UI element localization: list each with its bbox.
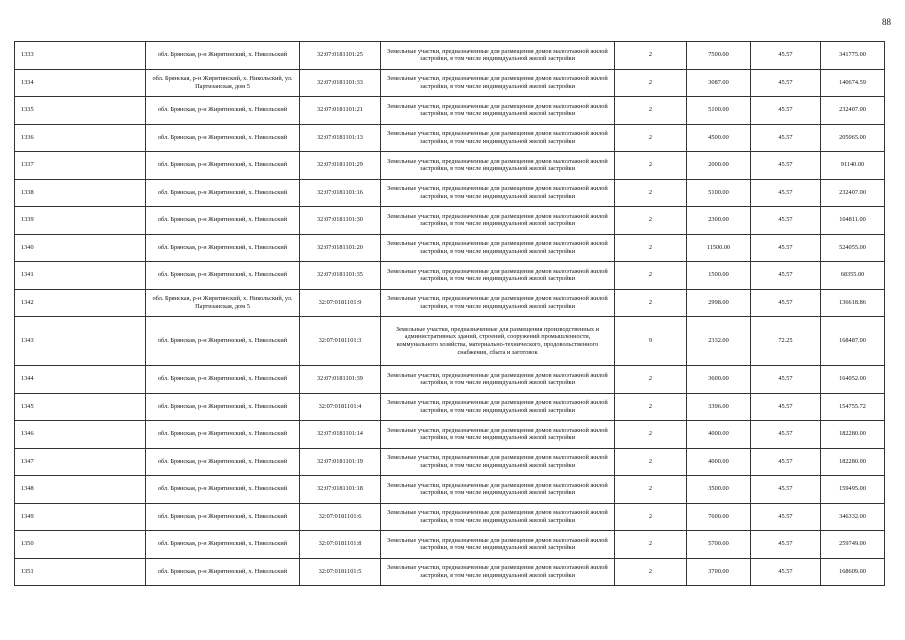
area-cell: 3500.00	[687, 476, 751, 504]
cadastral-number-cell: 32:07:0181101:39	[300, 366, 381, 394]
group-code-cell: 9	[615, 317, 687, 366]
group-code-cell: 2	[615, 558, 687, 586]
land-use-cell: Земельные участки, предназначенные для размещения домов малоэтажной жилой застройки, в том числе индивидуальной жилой застройки	[381, 234, 615, 262]
address-cell: обл. Брянская, р-н Жирятинский, х. Никольский	[146, 262, 300, 290]
cadastral-value-cell: 164052.00	[821, 366, 885, 394]
cadastral-number-cell: 32:07:0181101:21	[300, 97, 381, 125]
specific-value-cell: 45.57	[751, 366, 821, 394]
address-cell: обл. Брянская, р-н Жирятинский, х. Никольский	[146, 207, 300, 235]
cadastral-number-cell: 32:07:0181101:25	[300, 42, 381, 70]
area-cell: 7500.00	[687, 42, 751, 70]
table-row	[15, 152, 885, 180]
table-row	[15, 317, 885, 366]
address-cell: обл. Брянская, р-н Жирятинский, х. Никольский	[146, 42, 300, 70]
address-cell: обл. Брянская, р-н Жирятинский, х. Никольский	[146, 234, 300, 262]
table-row	[15, 448, 885, 476]
group-code-cell: 2	[615, 289, 687, 317]
group-code-cell: 2	[615, 531, 687, 559]
area-cell: 2300.00	[687, 207, 751, 235]
group-code-cell: 2	[615, 366, 687, 394]
table-row	[15, 179, 885, 207]
cadastral-number-cell: 32:07:0181101:33	[300, 69, 381, 97]
table-row	[15, 69, 885, 97]
cadastral-value-cell: 154755.72	[821, 393, 885, 421]
row-number-cell: 1335	[15, 97, 146, 125]
land-use-cell: Земельные участки, предназначенные для размещения производственных и административных зданий, строений, сооружений промышленности, коммунального хозяйства, материально-технического, продовольственного снабжения, сбыта и заготовок	[381, 317, 615, 366]
specific-value-cell: 45.57	[751, 531, 821, 559]
cadastral-value-cell: 232407.00	[821, 97, 885, 125]
area-cell: 11500.00	[687, 234, 751, 262]
address-cell: обл. Брянская, р-н Жирятинский, х. Никольский	[146, 152, 300, 180]
group-code-cell: 2	[615, 476, 687, 504]
address-cell: обл. Брянская, р-н Жирятинский, х. Никольский	[146, 531, 300, 559]
area-cell: 5100.00	[687, 97, 751, 125]
cadastral-number-cell: 32:07:0181101:3	[300, 317, 381, 366]
table-row	[15, 366, 885, 394]
row-number-cell: 1336	[15, 124, 146, 152]
area-cell: 3600.00	[687, 366, 751, 394]
cadastral-number-cell: 32:07:0181101:18	[300, 476, 381, 504]
land-use-cell: Земельные участки, предназначенные для размещения домов малоэтажной жилой застройки, в том числе индивидуальной жилой застройки	[381, 448, 615, 476]
row-number-cell: 1349	[15, 503, 146, 531]
row-number-cell: 1351	[15, 558, 146, 586]
cadastral-value-cell: 182280.00	[821, 421, 885, 449]
cadastral-value-cell: 232407.00	[821, 179, 885, 207]
land-use-cell: Земельные участки, предназначенные для размещения домов малоэтажной жилой застройки, в том числе индивидуальной жилой застройки	[381, 366, 615, 394]
land-use-cell: Земельные участки, предназначенные для размещения домов малоэтажной жилой застройки, в том числе индивидуальной жилой застройки	[381, 152, 615, 180]
specific-value-cell: 45.57	[751, 476, 821, 504]
area-cell: 5700.00	[687, 531, 751, 559]
land-use-cell: Земельные участки, предназначенные для размещения домов малоэтажной жилой застройки, в том числе индивидуальной жилой застройки	[381, 207, 615, 235]
address-cell: обл. Брянская, р-н Жирятинский, х. Никольский	[146, 317, 300, 366]
area-cell: 2332.00	[687, 317, 751, 366]
cadastral-number-cell: 32:07:0181101:20	[300, 234, 381, 262]
row-number-cell: 1345	[15, 393, 146, 421]
cadastral-value-cell: 91140.00	[821, 152, 885, 180]
group-code-cell: 2	[615, 97, 687, 125]
table-row	[15, 393, 885, 421]
specific-value-cell: 45.57	[751, 262, 821, 290]
area-cell: 4500.00	[687, 124, 751, 152]
address-cell: обл. Брянская, р-н Жирятинский, х. Никольский	[146, 366, 300, 394]
cadastral-number-cell: 32:07:0181101:35	[300, 262, 381, 290]
cadastral-value-cell: 205065.00	[821, 124, 885, 152]
row-number-cell: 1338	[15, 179, 146, 207]
specific-value-cell: 45.57	[751, 289, 821, 317]
land-use-cell: Земельные участки, предназначенные для размещения домов малоэтажной жилой застройки, в том числе индивидуальной жилой застройки	[381, 97, 615, 125]
group-code-cell: 2	[615, 42, 687, 70]
address-cell: обл. Брянская, р-н Жирятинский, х. Никольский	[146, 421, 300, 449]
row-number-cell: 1342	[15, 289, 146, 317]
table-row	[15, 558, 885, 586]
land-use-cell: Земельные участки, предназначенные для размещения домов малоэтажной жилой застройки, в том числе индивидуальной жилой застройки	[381, 124, 615, 152]
cadastral-value-cell: 346332.00	[821, 503, 885, 531]
group-code-cell: 2	[615, 448, 687, 476]
group-code-cell: 2	[615, 124, 687, 152]
table-row	[15, 503, 885, 531]
area-cell: 4000.00	[687, 421, 751, 449]
table-row	[15, 531, 885, 559]
specific-value-cell: 45.57	[751, 69, 821, 97]
group-code-cell: 2	[615, 393, 687, 421]
row-number-cell: 1347	[15, 448, 146, 476]
group-code-cell: 2	[615, 234, 687, 262]
cadastral-number-cell: 32:07:0181101:13	[300, 124, 381, 152]
address-cell: обл. Брянская, р-н Жирятинский, х. Никольский, ул. Партизанская, дом 5	[146, 69, 300, 97]
group-code-cell: 2	[615, 262, 687, 290]
land-use-cell: Земельные участки, предназначенные для размещения домов малоэтажной жилой застройки, в том числе индивидуальной жилой застройки	[381, 531, 615, 559]
table-row	[15, 262, 885, 290]
specific-value-cell: 45.57	[751, 393, 821, 421]
address-cell: обл. Брянская, р-н Жирятинский, х. Никольский	[146, 179, 300, 207]
row-number-cell: 1348	[15, 476, 146, 504]
address-cell: обл. Брянская, р-н Жирятинский, х. Никольский	[146, 476, 300, 504]
row-number-cell: 1344	[15, 366, 146, 394]
table-row	[15, 124, 885, 152]
cadastral-value-cell: 159495.00	[821, 476, 885, 504]
table-row	[15, 207, 885, 235]
row-number-cell: 1350	[15, 531, 146, 559]
land-use-cell: Земельные участки, предназначенные для размещения домов малоэтажной жилой застройки, в том числе индивидуальной жилой застройки	[381, 503, 615, 531]
cadastral-value-cell: 104811.00	[821, 207, 885, 235]
land-use-cell: Земельные участки, предназначенные для размещения домов малоэтажной жилой застройки, в том числе индивидуальной жилой застройки	[381, 558, 615, 586]
page-number: 88	[882, 17, 891, 27]
group-code-cell: 2	[615, 179, 687, 207]
cadastral-value-cell: 68355.00	[821, 262, 885, 290]
cadastral-value-cell: 140674.59	[821, 69, 885, 97]
specific-value-cell: 45.57	[751, 42, 821, 70]
cadastral-number-cell: 32:07:0181101:14	[300, 421, 381, 449]
cadastral-number-cell: 32:07:0181101:8	[300, 531, 381, 559]
specific-value-cell: 45.57	[751, 503, 821, 531]
area-cell: 2998.00	[687, 289, 751, 317]
row-number-cell: 1343	[15, 317, 146, 366]
land-use-cell: Земельные участки, предназначенные для размещения домов малоэтажной жилой застройки, в том числе индивидуальной жилой застройки	[381, 42, 615, 70]
group-code-cell: 2	[615, 207, 687, 235]
address-cell: обл. Брянская, р-н Жирятинский, х. Никольский	[146, 448, 300, 476]
address-cell: обл. Брянская, р-н Жирятинский, х. Никольский	[146, 503, 300, 531]
cadastral-number-cell: 32:07:0181101:4	[300, 393, 381, 421]
row-number-cell: 1341	[15, 262, 146, 290]
table-row	[15, 97, 885, 125]
row-number-cell: 1339	[15, 207, 146, 235]
table-row	[15, 234, 885, 262]
area-cell: 7600.00	[687, 503, 751, 531]
cadastral-value-cell: 182280.00	[821, 448, 885, 476]
cadastral-number-cell: 32:07:0181101:29	[300, 152, 381, 180]
cadastral-value-cell: 341775.00	[821, 42, 885, 70]
address-cell: обл. Брянская, р-н Жирятинский, х. Никольский	[146, 124, 300, 152]
address-cell: обл. Брянская, р-н Жирятинский, х. Никольский, ул. Партизанская, дом 5	[146, 289, 300, 317]
cadastral-number-cell: 32:07:0181101:6	[300, 503, 381, 531]
area-cell: 4000.00	[687, 448, 751, 476]
land-use-cell: Земельные участки, предназначенные для размещения домов малоэтажной жилой застройки, в том числе индивидуальной жилой застройки	[381, 179, 615, 207]
area-cell: 1500.00	[687, 262, 751, 290]
row-number-cell: 1346	[15, 421, 146, 449]
cadastral-number-cell: 32:07:0181101:30	[300, 207, 381, 235]
area-cell: 5100.00	[687, 179, 751, 207]
cadastral-number-cell: 32:07:0181101:16	[300, 179, 381, 207]
specific-value-cell: 45.57	[751, 124, 821, 152]
row-number-cell: 1340	[15, 234, 146, 262]
land-use-cell: Земельные участки, предназначенные для размещения домов малоэтажной жилой застройки, в том числе индивидуальной жилой застройки	[381, 262, 615, 290]
table-row	[15, 421, 885, 449]
land-use-cell: Земельные участки, предназначенные для размещения домов малоэтажной жилой застройки, в том числе индивидуальной жилой застройки	[381, 69, 615, 97]
row-number-cell: 1337	[15, 152, 146, 180]
row-number-cell: 1333	[15, 42, 146, 70]
specific-value-cell: 45.57	[751, 558, 821, 586]
area-cell: 3087.00	[687, 69, 751, 97]
table-row	[15, 476, 885, 504]
specific-value-cell: 45.57	[751, 179, 821, 207]
row-number-cell: 1334	[15, 69, 146, 97]
cadastral-value-cell: 524055.00	[821, 234, 885, 262]
address-cell: обл. Брянская, р-н Жирятинский, х. Никольский	[146, 97, 300, 125]
land-use-cell: Земельные участки, предназначенные для размещения домов малоэтажной жилой застройки, в том числе индивидуальной жилой застройки	[381, 476, 615, 504]
cadastral-value-cell: 136618.86	[821, 289, 885, 317]
cadastral-value-cell: 168609.00	[821, 558, 885, 586]
area-cell: 3396.00	[687, 393, 751, 421]
address-cell: обл. Брянская, р-н Жирятинский, х. Никольский	[146, 558, 300, 586]
cadastral-number-cell: 32:07:0181101:5	[300, 558, 381, 586]
specific-value-cell: 45.57	[751, 207, 821, 235]
group-code-cell: 2	[615, 152, 687, 180]
cadastral-value-cell: 168487.00	[821, 317, 885, 366]
land-use-cell: Земельные участки, предназначенные для размещения домов малоэтажной жилой застройки, в том числе индивидуальной жилой застройки	[381, 289, 615, 317]
cadastral-number-cell: 32:07:0181101:19	[300, 448, 381, 476]
specific-value-cell: 45.57	[751, 234, 821, 262]
land-registry-table	[14, 41, 885, 586]
table-row	[15, 42, 885, 70]
specific-value-cell: 45.57	[751, 97, 821, 125]
table-row	[15, 289, 885, 317]
cadastral-value-cell: 259749.00	[821, 531, 885, 559]
specific-value-cell: 72.25	[751, 317, 821, 366]
specific-value-cell: 45.57	[751, 152, 821, 180]
area-cell: 2000.00	[687, 152, 751, 180]
area-cell: 3700.00	[687, 558, 751, 586]
group-code-cell: 2	[615, 503, 687, 531]
group-code-cell: 2	[615, 421, 687, 449]
group-code-cell: 2	[615, 69, 687, 97]
cadastral-number-cell: 32:07:0181101:9	[300, 289, 381, 317]
specific-value-cell: 45.57	[751, 448, 821, 476]
land-use-cell: Земельные участки, предназначенные для размещения домов малоэтажной жилой застройки, в том числе индивидуальной жилой застройки	[381, 421, 615, 449]
specific-value-cell: 45.57	[751, 421, 821, 449]
land-use-cell: Земельные участки, предназначенные для размещения домов малоэтажной жилой застройки, в том числе индивидуальной жилой застройки	[381, 393, 615, 421]
address-cell: обл. Брянская, р-н Жирятинский, х. Никольский	[146, 393, 300, 421]
